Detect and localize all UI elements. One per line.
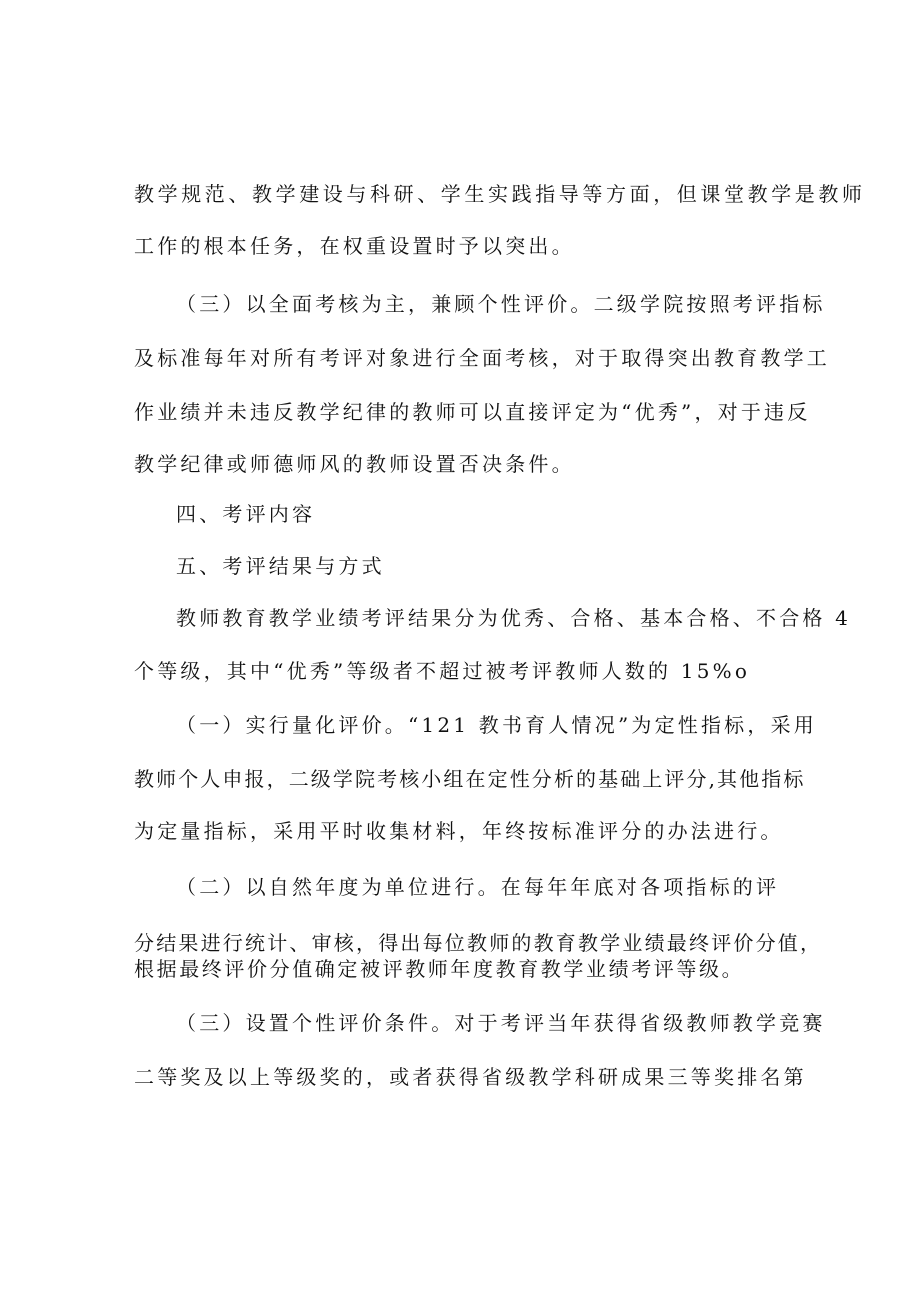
text-line: 为定量指标，采用平时收集材料，年终按标准评分的办法进行。	[134, 819, 784, 843]
text-line: 教师教育教学业绩考评结果分为优秀、合格、基本合格、不合格 4	[176, 606, 852, 630]
text-line: （二）以自然年度为单位进行。在每年年底对各项指标的评	[176, 875, 780, 899]
text-line: 分结果进行统计、审核，得出每位教师的教育教学业绩最终评价分值，	[134, 931, 823, 955]
text-line: 个等级，其中“优秀”等级者不超过被考评教师人数的 15%o	[134, 659, 751, 683]
text-line: 及标准每年对所有考评对象进行全面考核，对于取得突出教育教学工	[134, 346, 830, 370]
text-line: 教师个人申报，二级学院考核小组在定性分析的基础上评分,其他指标	[134, 767, 806, 791]
section-heading: 四、考评内容	[176, 502, 316, 526]
text-line: （三）以全面考核为主，兼顾个性评价。二级学院按照考评指标	[176, 292, 826, 316]
text-line: 二等奖及以上等级奖的，或者获得省级教学科研成果三等奖排名第	[134, 1065, 807, 1089]
text-line: 作业绩并未违反教学纪律的教师可以直接评定为“优秀”，对于违反	[134, 400, 811, 424]
text-line: 教学规范、教学建设与科研、学生实践指导等方面，但课堂教学是教师	[134, 182, 866, 206]
text-line: （三）设置个性评价条件。对于考评当年获得省级教师教学竞赛	[176, 1011, 826, 1035]
text-line: （一）实行量化评价。“121 教书育人情况”为定性指标，采用	[176, 713, 817, 737]
text-line: 教学纪律或师德师风的教师设置否决条件。	[134, 452, 575, 476]
text-line: 工作的根本任务，在权重设置时予以突出。	[134, 234, 575, 258]
section-heading: 五、考评结果与方式	[176, 554, 385, 578]
text-line: 根据最终评价分值确定被评教师年度教育教学业绩考评等级。	[134, 957, 745, 981]
